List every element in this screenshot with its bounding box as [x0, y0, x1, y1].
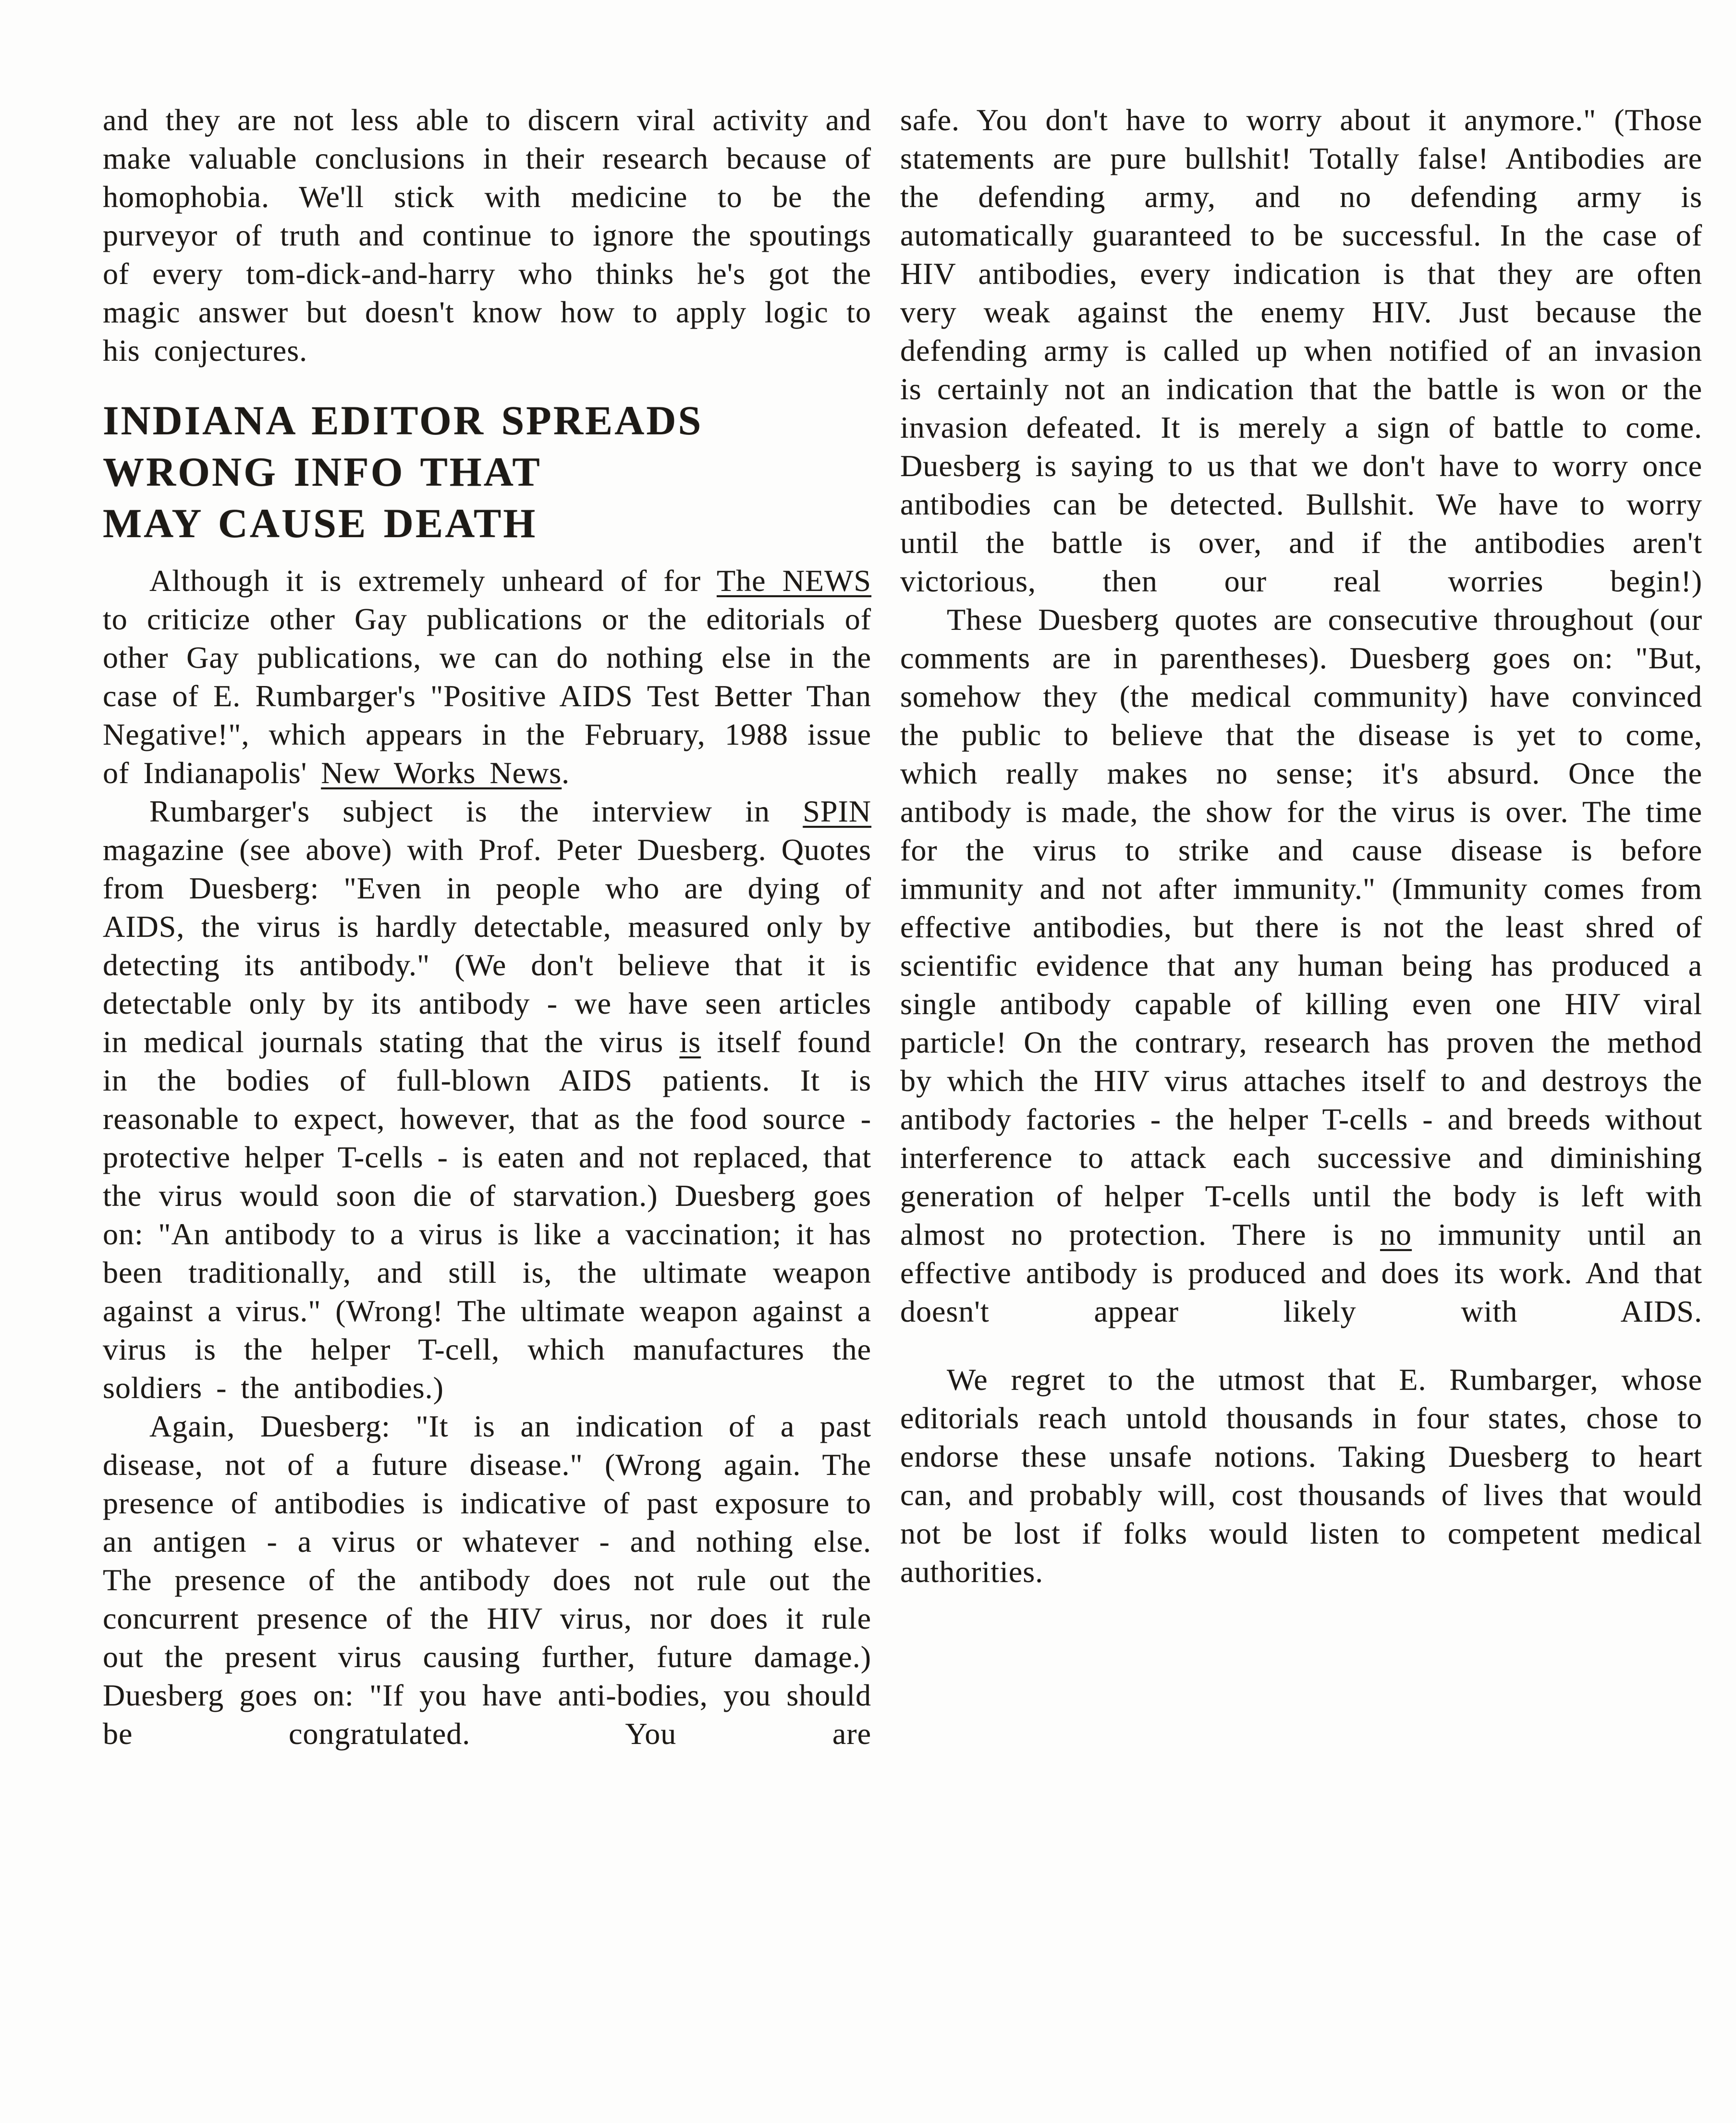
text-run: We regret to the utmost that E. Rumbarger, whose editorials reach untold thousands in four states, chose to endorse these unsafe notions. Taking Duesberg to heart can, and probably will, cost thousands of lives that would not be lost if folks would listen to competent medical authorities.: [900, 1362, 1702, 1589]
underlined-text-run: The NEWS: [717, 564, 871, 598]
text-run: These Duesberg quotes are consecutive throughout (our comments are in parentheses). Duesberg goes on: "But, somehow they (the medical community) have convinced the public to believe that the disease is yet to come, which really makes no sense; it's absurd. Once the antibody is made, the show for the virus is over. The time for the virus to strike and cause disease is before immunity and not after immunity." (Immunity comes from effective antibodies, but there is not the least shred of scientific evidence that any human being has produced a single antibody capable of killing even one HIV viral particle! On the contrary, research has proven the method by which the HIV virus attaches itself to and destroys the antibody factories - the helper T-cells - and breeds without interference to attack each successive and diminishing generation of helper T-cells until the body is left with almost no protection. There is: [900, 602, 1702, 1252]
headline-line-2: WRONG INFO THAT: [103, 449, 542, 495]
text-run: immunity until an effective antibody is produced and does its work. And that doesn't appear likely with AIDS.: [900, 1217, 1703, 1328]
underlined-text-run: New Works News: [321, 756, 562, 790]
right-column: [900, 101, 1702, 1753]
underlined-text-run: is: [679, 1025, 701, 1059]
left-column: [103, 101, 871, 1753]
paragraph-although-criticize: [103, 562, 871, 792]
text-run: and they are not less able to discern viral activity and make valuable conclusions in their research because of homophobia. We'll stick with medicine to be the purveyor of truth and continue to ignore the spoutings of every tom-dick-and-harry who thinks he's got the magic answer but doesn't know how to apply logic to his conjectures.: [103, 103, 871, 368]
article-headline: [103, 395, 871, 549]
text-run: to criticize other Gay publications or the editorials of other Gay publications, we can do nothing else in the case of E. Rumbarger's "Positive AIDS Test Better Than Negative!", which appears in the February, 1988 issue of Indianapolis': [103, 602, 871, 790]
paragraph-safe-continuation: [900, 101, 1702, 601]
text-run: .: [562, 756, 570, 790]
text-run: safe. You don't have to worry about it anymore." (Those statements are pure bullshit! Totally false! Antibodies are the defending army, and no defending army is automatically guaranteed to be successful. In the case of HIV antibodies, every indication is that they are often very weak against the enemy HIV. Just because the defending army is called up when notified of an invasion is certainly not an indication that the battle is won or the invasion defeated. It is merely a sign of battle to come. Duesberg is saying to us that we don't have to worry once antibodies can be detected. Bullshit. We have to worry until the battle is over, and if the antibodies aren't victorious, then our real worries begin!): [900, 103, 1702, 598]
paragraph-we-regret: [900, 1361, 1702, 1591]
underlined-text-run: SPIN: [803, 794, 871, 828]
text-run: Rumbarger's subject is the interview in: [149, 794, 803, 828]
text-run: magazine (see above) with Prof. Peter Duesberg. Quotes from Duesberg: "Even in people who are dying of AIDS, the virus is hardly detectable, measured only by detecting its antibody." (We don't believe that it is detectable only by its antibody - we have seen articles in medical journals stating that the virus: [103, 833, 871, 1059]
text-run: itself found in the bodies of full-blown AIDS patients. It is reasonable to expect, however, that as the food source - protective helper T-cells - is eaten and not replaced, that the virus would soon die of starvation.) Duesberg goes on: "An antibody to a virus is like a vaccination; it has been traditionally, and still is, the ultimate weapon against a virus." (Wrong! The ultimate weapon against a virus is the helper T-cell, which manufactures the soldiers - the antibodies.): [103, 1025, 872, 1405]
paragraph-rumbarger-subject: [103, 792, 871, 1407]
paragraph-these-duesberg-quotes: [900, 601, 1702, 1331]
headline-line-3: MAY CAUSE DEATH: [103, 500, 538, 546]
underlined-text-run: no: [1380, 1217, 1412, 1252]
text-run: Although it is extremely unheard of for: [149, 564, 717, 598]
headline-line-1: INDIANA EDITOR SPREADS: [103, 397, 703, 443]
paragraph-again-duesberg: [103, 1407, 871, 1753]
text-run: Again, Duesberg: "It is an indication of a past disease, not of a future disease." (Wrong again. The presence of antibodies is indicative of past exposure to an antigen - a virus or whatever - and nothing else. The presence of the antibody does not rule out the concurrent presence of the HIV virus, nor does it rule out the present virus causing further, future damage.) Duesberg goes on: "If you have anti-bodies, you should be congratulated. You are: [103, 1409, 871, 1751]
paragraph-viral-activity-continuation: [103, 101, 871, 370]
